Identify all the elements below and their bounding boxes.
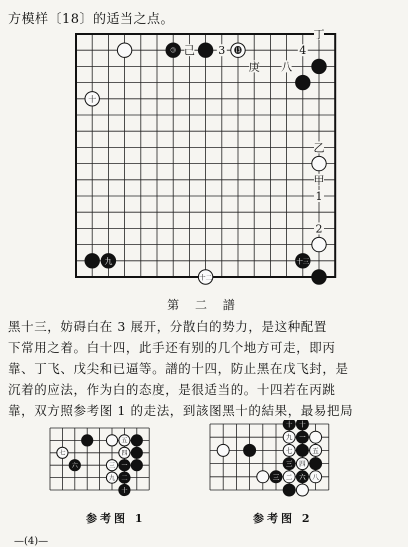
white-stone [106, 435, 117, 446]
stone-label: 二 [285, 473, 293, 482]
stone-label: 十二 [199, 273, 213, 282]
white-stone [117, 43, 131, 57]
reference-board-1 [44, 424, 164, 499]
stone-label: ⓭ [234, 46, 242, 56]
white-stone [310, 431, 322, 443]
board-mark-label: 丁 [313, 28, 325, 41]
black-stone [296, 75, 310, 89]
stone-label: 三 [108, 462, 116, 470]
reference-caption-2: 参考图 2 [253, 512, 313, 525]
top-text-line: 方模样〔18〕的适当之点。 [8, 12, 175, 27]
stone-label: 三 [285, 460, 293, 469]
board-mark-label: 庚 [248, 60, 260, 74]
black-stone [312, 270, 326, 284]
board-mark-label: 3 [218, 44, 226, 58]
stone-label: 六 [71, 462, 78, 470]
page-footer-mark: —(4)— [14, 536, 49, 547]
black-stone [82, 435, 93, 446]
stone-label: 四 [299, 460, 306, 469]
paragraph-line: 沉着的应法，作为白的态度，是很适当的。十四若在丙跳 [8, 382, 336, 397]
black-stone [198, 43, 212, 57]
white-stone [312, 156, 326, 170]
paragraph-line: 靠、丁飞、戊尖和已逼等。譜的十四，防止黑在戊飞封，是 [8, 361, 349, 376]
stone-label: 七 [59, 450, 66, 458]
stone-label: 十三 [296, 257, 310, 266]
paragraph-line: 靠，双方照参考图 1 的走法，到該图黑十的結果，最易把局 [8, 403, 354, 418]
black-stone [244, 444, 256, 456]
stone-label: 九 [104, 256, 113, 266]
reference-caption-1: 参考图 1 [86, 512, 146, 525]
board-mark-label: 4 [299, 44, 307, 58]
stone-label: 五 [312, 446, 319, 455]
board-mark-label: 1 [315, 190, 323, 203]
paragraph-line: 黑十三，妨碍白在 3 展开，分散白的势力，是这种配置 [8, 319, 328, 334]
board-mark-label: 乙 [313, 141, 325, 155]
board-mark-label: 八 [281, 60, 293, 74]
main-board-caption: 第 二 譜 [167, 298, 241, 312]
white-stone [217, 444, 229, 456]
main-go-board [70, 28, 338, 290]
paragraph-line: 下常用之着。白十四，此手还有别的几个地方可走，即丙 [8, 340, 336, 355]
stone-label: 一 [121, 462, 128, 470]
black-stone [131, 460, 142, 471]
white-stone [312, 237, 326, 251]
black-stone [131, 447, 142, 458]
stone-label: 七 [285, 446, 293, 455]
stone-label: 六 [299, 473, 306, 482]
stone-label: 🄯 [170, 46, 176, 55]
stone-label: 二 [121, 474, 128, 482]
black-stone [312, 59, 326, 73]
stone-label: 十 [88, 94, 97, 104]
stone-label: 九 [285, 433, 293, 442]
stone-label: 九 [108, 474, 116, 482]
stone-label: 十 [121, 487, 128, 495]
stone-label: 八 [312, 473, 319, 482]
stone-label: 十 [285, 420, 293, 429]
board-mark-label: 2 [315, 222, 323, 236]
stone-label: 五 [121, 437, 128, 445]
black-stone [131, 435, 142, 446]
board-mark-label: 甲 [313, 173, 325, 187]
board-mark-label: 己 [183, 44, 195, 58]
stone-label: 一 [299, 433, 306, 442]
black-stone [85, 254, 99, 268]
white-stone [296, 484, 308, 496]
black-stone [296, 444, 308, 456]
reference-board-2 [204, 420, 354, 502]
stone-label: 三 [272, 473, 280, 482]
stone-label: 四 [121, 450, 128, 458]
black-stone [283, 484, 295, 496]
white-stone [257, 471, 269, 483]
stone-label: 十 [299, 420, 306, 429]
black-stone [310, 458, 322, 470]
